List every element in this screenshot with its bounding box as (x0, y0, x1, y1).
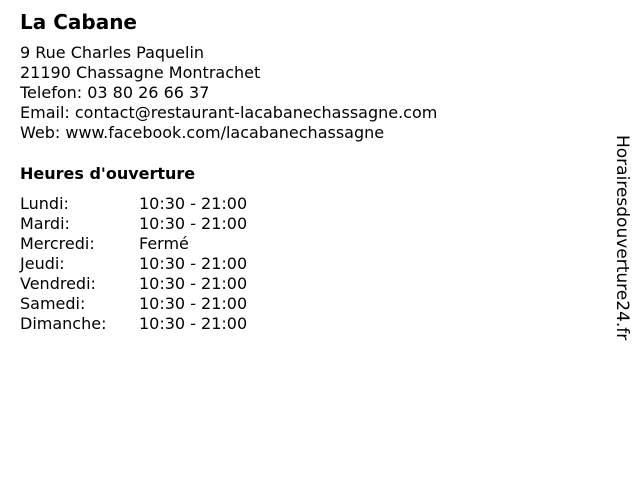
day-hours: 10:30 - 21:00 (139, 294, 248, 313)
hours-row-friday (20, 274, 247, 294)
day-label: Dimanche: (20, 314, 107, 333)
address-street: 9 Rue Charles Paquelin (20, 43, 205, 62)
hours-row-saturday (20, 294, 247, 314)
address-city: 21190 Chassagne Montrachet (20, 63, 261, 82)
day-label: Lundi: (20, 194, 69, 213)
day-label: Samedi: (20, 294, 86, 313)
hours-row-sunday (20, 314, 247, 334)
day-hours: 10:30 - 21:00 (139, 214, 248, 233)
day-hours: 10:30 - 21:00 (139, 254, 248, 273)
day-label: Mercredi: (20, 234, 95, 253)
phone-number: Telefon: 03 80 26 66 37 (20, 83, 210, 102)
day-hours: 10:30 - 21:00 (139, 194, 248, 213)
day-label: Mardi: (20, 214, 70, 233)
day-label: Vendredi: (20, 274, 96, 293)
site-watermark: Horairesdouverture24.fr (612, 135, 632, 341)
hours-row-thursday (20, 254, 247, 274)
hours-row-monday (20, 194, 247, 214)
contact-block (20, 43, 437, 143)
day-hours: 10:30 - 21:00 (139, 274, 248, 293)
opening-hours-heading: Heures d'ouverture (20, 164, 196, 183)
email-address: Email: contact@restaurant-lacabanechassagne.com (20, 103, 438, 122)
business-name: La Cabane (20, 10, 137, 34)
website: Web: www.facebook.com/lacabanechassagne (20, 123, 385, 142)
day-hours: 10:30 - 21:00 (139, 314, 248, 333)
opening-hours-list (20, 194, 247, 334)
hours-row-wednesday (20, 234, 247, 254)
day-label: Jeudi: (20, 254, 65, 273)
hours-row-tuesday (20, 214, 247, 234)
day-hours: Fermé (139, 234, 189, 253)
